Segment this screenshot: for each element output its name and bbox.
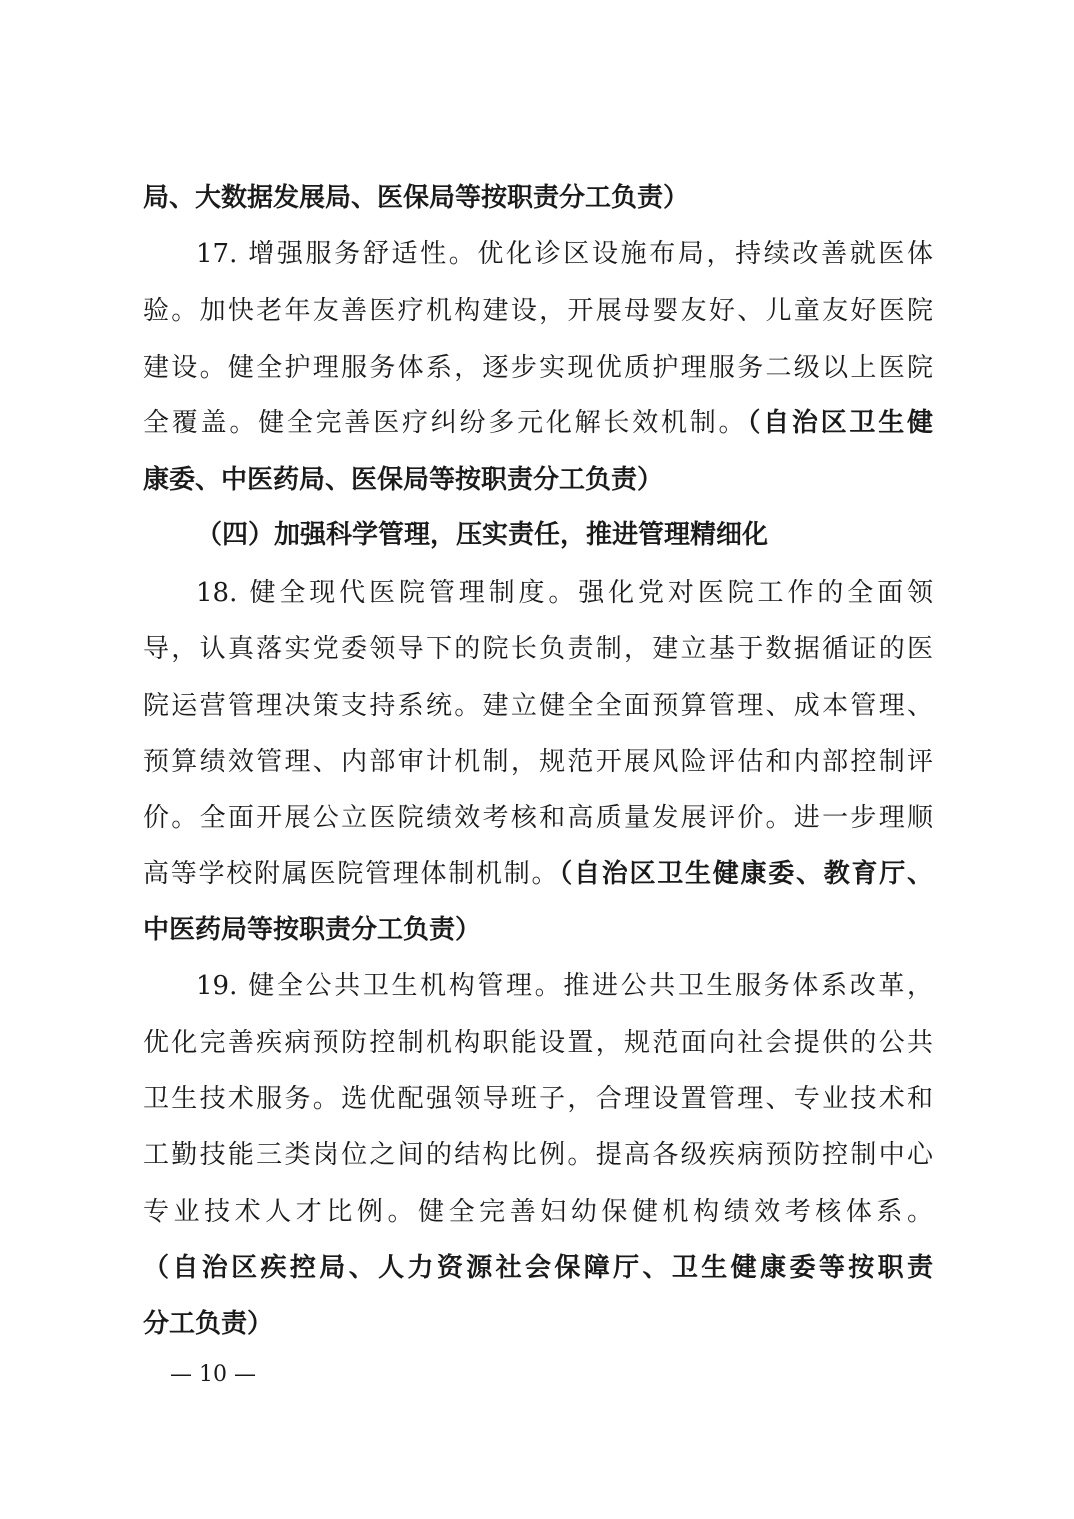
text-segment: 院运营管理决策支持系统。建立健全全面预算管理、成本管理、 [143,691,933,721]
text-segment: 17. 增强服务舒适性。优化诊区设施布局，持续改善就医体 [196,239,933,269]
text-line [143,1135,933,1175]
text-segment: （四）加强科学管理，压实责任，推进管理精细化 [196,520,769,550]
text-segment: 全覆盖。健全完善医疗纠纷多元化解长效机制。 [143,408,748,438]
text-segment: 19. 健全公共卫生机构管理。推进公共卫生服务体系改革， [196,971,933,1001]
text-line [196,966,933,1006]
text-segment: 建设。健全护理服务体系，逐步实现优质护理服务二级以上医院 [143,353,933,383]
text-segment: 康委、中医药局、医保局等按职责分工负责） [143,465,664,495]
text-segment: 价。全面开展公立医院绩效考核和高质量发展评价。进一步理顺 [143,803,933,833]
text-segment: 18. 健全现代医院管理制度。强化党对医院工作的全面领 [196,578,933,608]
text-line [143,1023,933,1063]
text-line [143,910,933,950]
text-segment: 卫生技术服务。选优配强领导班子，合理设置管理、专业技术和 [143,1084,933,1114]
text-segment: 预算绩效管理、内部审计机制，规范开展风险评估和内部控制评 [143,747,933,777]
text-line [143,403,933,443]
text-segment: （自治区卫生健 [747,408,933,438]
text-line [143,291,933,331]
text-segment: 中医药局等按职责分工负责） [143,915,482,945]
text-line [143,1304,933,1344]
text-line [143,1248,933,1288]
text-line [143,348,933,388]
text-line [143,629,933,669]
page-number: — 10 — [170,1362,256,1387]
text-line [143,742,933,782]
text-segment: 高等学校附属医院管理体制机制。 [143,859,560,889]
text-line [196,234,933,274]
text-segment: 专业技术人才比例。健全完善妇幼保健机构绩效考核体系。 [143,1197,933,1227]
text-line [143,1079,933,1119]
text-line [143,798,933,838]
text-line [196,573,933,613]
text-segment: 局、大数据发展局、医保局等按职责分工负责） [143,183,690,213]
text-segment: （自治区疾控局、人力资源社会保障厅、卫生健康委等按职责 [143,1253,933,1283]
text-segment: 导，认真落实党委领导下的院长负责制，建立基于数据循证的医 [143,634,933,664]
section-heading [196,515,933,555]
text-segment: （自治区卫生健康委、教育厅、 [559,859,933,889]
text-line [143,686,933,726]
text-segment: 验。加快老年友善医疗机构建设，开展母婴友好、儿童友好医院 [143,296,933,326]
text-segment: 工勤技能三类岗位之间的结构比例。提高各级疾病预防控制中心 [143,1140,933,1170]
text-line [143,178,933,218]
text-line [143,1192,933,1232]
text-segment: 优化完善疾病预防控制机构职能设置，规范面向社会提供的公共 [143,1028,933,1058]
text-line [143,854,933,894]
text-segment: 分工负责） [143,1309,274,1339]
text-line [143,460,933,500]
